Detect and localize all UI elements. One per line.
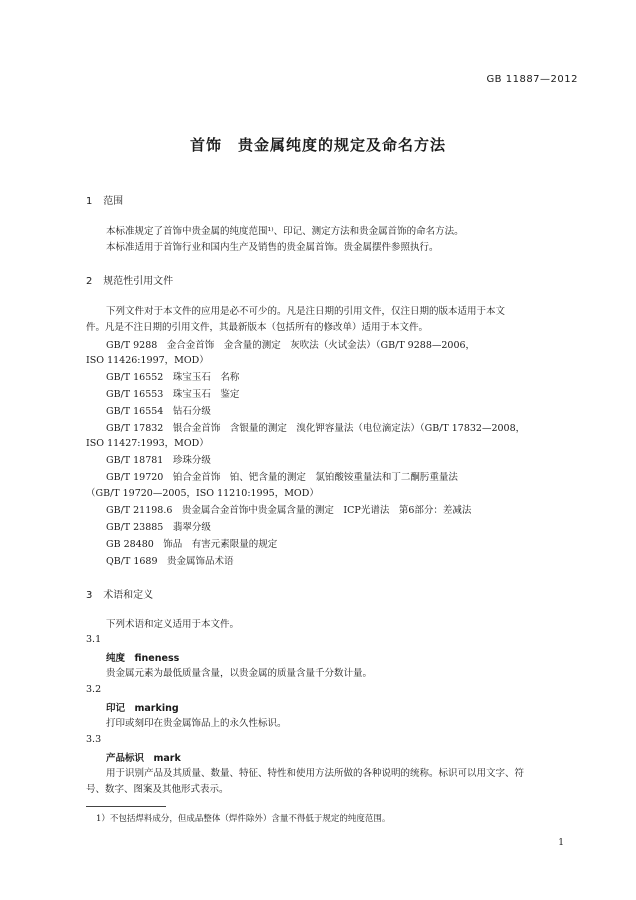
reference-item: GB/T 16552 珠宝玉石 名称: [106, 372, 240, 383]
document-title: 首饰 贵金属纯度的规定及命名方法: [189, 136, 446, 154]
section-1-heading: [86, 192, 123, 207]
references-intro-line-2: 件。凡是不注日期的引用文件，其最新版本（包括所有的修改单）适用于本文件。: [86, 322, 429, 333]
reference-item: GB/T 16553 珠宝玉石 鉴定: [106, 389, 240, 400]
footnote-divider: [86, 806, 166, 807]
section-title: 规范性引用文件: [103, 276, 174, 287]
reference-item: GB/T 18781 珍珠分级: [106, 455, 211, 466]
footnote: 1）不包括焊料成分，但成品整体（焊件除外）含量不得低于规定的纯度范围。: [96, 814, 391, 824]
term-definition: 打印或刻印在贵金属饰品上的永久性标识。: [106, 718, 287, 729]
reference-item: GB/T 9288 金合金首饰 金含量的测定 灰吹法（火试金法）（GB/T 9288—2006，: [106, 340, 476, 351]
section-number: 1: [86, 196, 93, 207]
term-name: 纯度 fineness: [106, 653, 180, 664]
section-number: 3: [86, 590, 93, 601]
term-number: 3.2: [86, 684, 102, 695]
section-title: 术语和定义: [103, 590, 154, 601]
section-3-heading: [86, 586, 153, 601]
term-definition-continuation: 号、数字、图案及其他形式表示。: [86, 784, 229, 795]
section-number: 2: [86, 276, 93, 287]
term-definition: 用于识别产品及其质量、数量、特征、特性和使用方法所做的各种说明的统称。标识可以用文字、符: [106, 768, 525, 779]
reference-item: GB/T 16554 钻石分级: [106, 406, 211, 417]
scope-paragraph-2: 本标准适用于首饰行业和国内生产及销售的贵金属首饰。贵金属摆件参照执行。: [106, 242, 439, 253]
reference-item: QB/T 1689 贵金属饰品术语: [106, 556, 234, 567]
term-name: 印记 marking: [106, 703, 179, 714]
term-name: 产品标识 mark: [106, 753, 181, 764]
scope-paragraph-1: 本标准规定了首饰中贵金属的纯度范围¹⁾、印记、测定方法和贵金属首饰的命名方法。: [106, 226, 464, 237]
references-intro-line-1: 下列文件对于本文件的应用是必不可少的。凡是注日期的引用文件，仅注日期的版本适用于本文: [106, 306, 506, 317]
standard-code: GB 11887—2012: [486, 74, 578, 85]
section-title: 范围: [103, 196, 124, 207]
reference-item: GB/T 21198.6 贵金属合金首饰中贵金属含量的测定 ICP光谱法 第6部分：差减法: [106, 505, 472, 516]
terms-intro: 下列术语和定义适用于本文件。: [106, 619, 240, 630]
reference-item: GB/T 23885 翡翠分级: [106, 522, 211, 533]
term-number: 3.3: [86, 734, 102, 745]
reference-item-continuation: ISO 11426:1997，MOD）: [86, 355, 209, 366]
section-2-heading: [86, 272, 173, 287]
reference-item: GB 28480 饰品 有害元素限量的规定: [106, 539, 278, 550]
reference-item: GB/T 17832 银合金首饰 含银量的测定 溴化钾容量法（电位滴定法）（GB/T 17832—2008，: [106, 423, 526, 434]
term-definition: 贵金属元素为最低质量含量，以贵金属的质量含量千分数计量。: [106, 668, 373, 679]
term-number: 3.1: [86, 634, 102, 645]
reference-item: GB/T 19720 铂合金首饰 铂、钯含量的测定 氯铂酸铵重量法和丁二酮肟重量法: [106, 472, 458, 483]
reference-item-continuation: ISO 11427:1993，MOD）: [86, 438, 209, 449]
page-number: 1: [558, 838, 564, 848]
reference-item-continuation: （GB/T 19720—2005，ISO 11210:1995，MOD）: [86, 488, 319, 499]
